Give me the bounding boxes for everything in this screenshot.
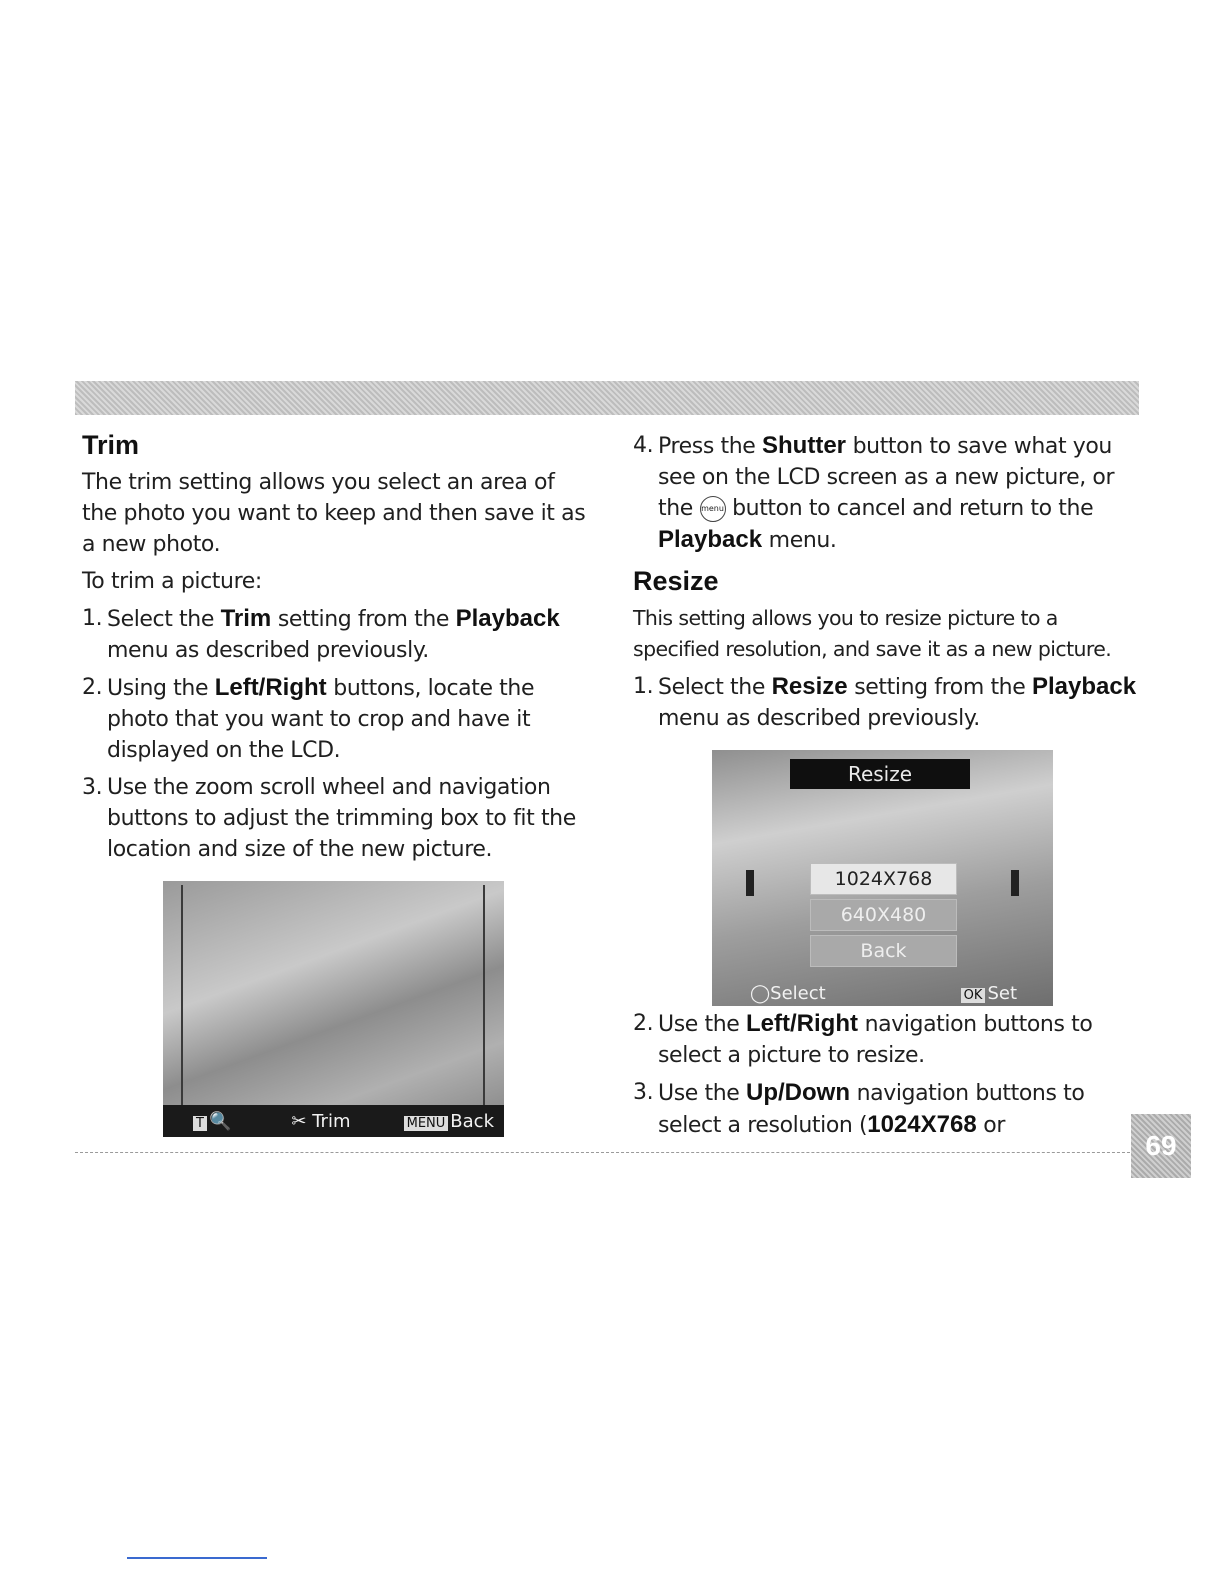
resize-screenshot	[712, 750, 1053, 1006]
trim-step-2: 2. Using the Left/Right buttons, locate the photo that you want to crop and have it displayed on the LCD.	[82, 674, 535, 763]
resize-step-1: 1. Select the Resize setting from the Playback menu as described previously.	[633, 673, 1137, 731]
set-label: OK Set	[961, 983, 1017, 1004]
resize-intro: This setting allows you to resize picture to a specified resolution, and save it as a new picture.	[633, 606, 1112, 661]
back-label: MENU Back	[404, 1111, 494, 1132]
trim-label: ✂ Trim	[291, 1110, 351, 1132]
trim-intro: The trim setting allows you select an area of the photo you want to keep and then save it as a new photo.	[82, 470, 586, 557]
left-arrow-icon	[746, 870, 754, 896]
header-bar	[75, 381, 1139, 415]
resize-step-3: 3. Use the Up/Down navigation buttons to select a resolution (1024X768 or	[633, 1079, 1085, 1138]
resize-step-2: 2. Use the Left/Right navigation buttons to select a picture to resize.	[633, 1010, 1093, 1068]
resize-screen-footer	[712, 980, 1053, 1006]
trim-heading: Trim	[82, 430, 140, 460]
trim-step-3: 3. Use the zoom scroll wheel and navigation buttons to adjust the trimming box to fit the location and size of the new picture.	[82, 775, 576, 862]
resize-option-back: Back	[810, 935, 957, 967]
trim-section	[82, 430, 592, 871]
trim-box	[181, 885, 485, 1117]
zoom-t-icon: T 🔍	[193, 1111, 231, 1132]
resize-option-1024: 1024X768	[810, 863, 957, 895]
page-number: 69	[1131, 1114, 1191, 1178]
footer-rule	[75, 1152, 1135, 1153]
resize-option-640: 640X480	[810, 899, 957, 931]
trim-step-1: 1. Select the Trim setting from the Playback menu as described previously.	[82, 605, 560, 663]
right-arrow-icon	[1011, 870, 1019, 896]
trim-screen-bar	[163, 1105, 504, 1137]
trim-screenshot	[163, 881, 504, 1137]
trim-step-4: 4. Press the Shutter button to save what you see on the LCD screen as a new picture, or the menu button to cancel and return to the Playback menu.	[633, 432, 1115, 553]
resize-heading: Resize	[633, 566, 719, 596]
bottom-line	[127, 1557, 267, 1559]
resize-screen-title: Resize	[790, 759, 970, 789]
select-label: ◯Select	[750, 982, 826, 1004]
menu-button-icon: menu	[700, 496, 726, 522]
trim-lead: To trim a picture:	[82, 569, 262, 594]
